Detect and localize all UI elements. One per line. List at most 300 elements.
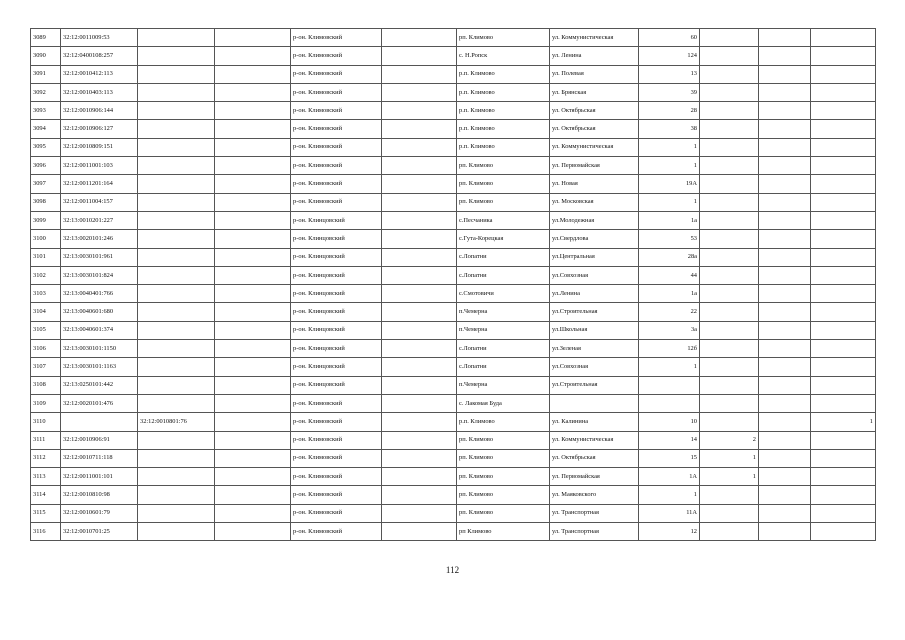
table-row <box>31 29 876 47</box>
extra-value-cell <box>700 83 759 101</box>
district-cell: р-он. Климовский <box>291 83 382 101</box>
house-number-cell: 1 <box>639 138 700 156</box>
extra-value-cell <box>700 504 759 522</box>
district-cell: р-он. Климовский <box>291 468 382 486</box>
street-cell: ул. Коммунистическая <box>550 431 639 449</box>
street-cell: ул. Брянская <box>550 83 639 101</box>
extra-value-2-cell <box>759 303 811 321</box>
extra-value-cell <box>700 175 759 193</box>
district-cell: р-он. Климовский <box>291 29 382 47</box>
cadastral-number-alt-cell <box>138 376 215 394</box>
table-row <box>31 102 876 120</box>
settlement-cell: с.Лопатни <box>457 266 550 284</box>
extra-value-2-cell <box>759 157 811 175</box>
settlement-cell: с. Лакомая Буда <box>457 394 550 412</box>
street-cell: ул.Строительная <box>550 376 639 394</box>
empty-cell-2-cell <box>382 175 457 193</box>
house-number-cell: 14 <box>639 431 700 449</box>
table-row <box>31 157 876 175</box>
street-cell: ул. Октябрьская <box>550 120 639 138</box>
street-cell: ул.Молодежная <box>550 211 639 229</box>
cadastral-number-alt-cell <box>138 303 215 321</box>
extra-value-cell <box>700 303 759 321</box>
row-number-cell: 3089 <box>31 29 61 47</box>
house-number-cell: 28 <box>639 102 700 120</box>
empty-cell-cell <box>215 486 291 504</box>
row-number-cell: 3091 <box>31 65 61 83</box>
cadastral-number-alt-cell <box>138 486 215 504</box>
empty-cell-cell <box>215 175 291 193</box>
cadastral-number-cell: 32:12:0010711:118 <box>61 449 138 467</box>
street-cell: ул. Октябрьская <box>550 102 639 120</box>
extra-value-cell <box>700 157 759 175</box>
empty-cell-cell <box>215 47 291 65</box>
extra-value-2-cell <box>759 413 811 431</box>
table-row <box>31 83 876 101</box>
row-number-cell: 3094 <box>31 120 61 138</box>
row-number-cell: 3109 <box>31 394 61 412</box>
house-number-cell: 53 <box>639 230 700 248</box>
extra-value-3-cell <box>811 340 876 358</box>
extra-value-cell <box>700 358 759 376</box>
extra-value-3-cell <box>811 65 876 83</box>
district-cell: р-он. Клинцовский <box>291 285 382 303</box>
empty-cell-2-cell <box>382 248 457 266</box>
settlement-cell: рп. Климово <box>457 504 550 522</box>
cadastral-number-alt-cell <box>138 120 215 138</box>
extra-value-3-cell <box>811 468 876 486</box>
settlement-cell: р.п. Климово <box>457 413 550 431</box>
extra-value-3-cell <box>811 248 876 266</box>
row-number-cell: 3111 <box>31 431 61 449</box>
extra-value-cell <box>700 321 759 339</box>
extra-value-cell <box>700 376 759 394</box>
house-number-cell: 60 <box>639 29 700 47</box>
row-number-cell: 3104 <box>31 303 61 321</box>
cadastral-number-alt-cell <box>138 266 215 284</box>
cadastral-number-cell: 32:12:0010412:113 <box>61 65 138 83</box>
house-number-cell: 10 <box>639 413 700 431</box>
extra-value-cell <box>700 230 759 248</box>
extra-value-2-cell <box>759 431 811 449</box>
house-number-cell: 1а <box>639 285 700 303</box>
empty-cell-2-cell <box>382 138 457 156</box>
cadastral-number-cell <box>61 413 138 431</box>
extra-value-cell: 1 <box>700 449 759 467</box>
table-row <box>31 285 876 303</box>
extra-value-cell <box>700 486 759 504</box>
empty-cell-2-cell <box>382 431 457 449</box>
district-cell: р-он. Климовский <box>291 431 382 449</box>
empty-cell-cell <box>215 102 291 120</box>
empty-cell-cell <box>215 230 291 248</box>
empty-cell-cell <box>215 29 291 47</box>
street-cell: ул. Маяковского <box>550 486 639 504</box>
table-row <box>31 468 876 486</box>
cadastral-number-cell: 32:13:0030101:824 <box>61 266 138 284</box>
street-cell: ул. Коммунистическая <box>550 29 639 47</box>
row-number-cell: 3113 <box>31 468 61 486</box>
row-number-cell: 3102 <box>31 266 61 284</box>
extra-value-2-cell <box>759 230 811 248</box>
extra-value-2-cell <box>759 486 811 504</box>
row-number-cell: 3096 <box>31 157 61 175</box>
extra-value-3-cell <box>811 120 876 138</box>
extra-value-cell <box>700 138 759 156</box>
cadastral-number-cell: 32:13:0030101:961 <box>61 248 138 266</box>
row-number-cell: 3105 <box>31 321 61 339</box>
table-row <box>31 120 876 138</box>
cadastral-number-cell: 32:12:0010906:144 <box>61 102 138 120</box>
cadastral-number-alt-cell <box>138 431 215 449</box>
row-number-cell: 3093 <box>31 102 61 120</box>
extra-value-2-cell <box>759 376 811 394</box>
extra-value-cell <box>700 413 759 431</box>
settlement-cell: рп. Климово <box>457 449 550 467</box>
extra-value-3-cell <box>811 266 876 284</box>
cadastral-number-alt-cell <box>138 29 215 47</box>
street-cell: ул. Полевая <box>550 65 639 83</box>
extra-value-3-cell <box>811 102 876 120</box>
extra-value-2-cell <box>759 120 811 138</box>
extra-value-2-cell <box>759 138 811 156</box>
row-number-cell: 3101 <box>31 248 61 266</box>
house-number-cell: 1а <box>639 211 700 229</box>
district-cell: р-он. Климовский <box>291 504 382 522</box>
settlement-cell: р.п. Климово <box>457 102 550 120</box>
cadastral-number-alt-cell <box>138 358 215 376</box>
house-number-cell: 11А <box>639 504 700 522</box>
district-cell: р-он. Климовский <box>291 175 382 193</box>
cadastral-number-alt-cell <box>138 340 215 358</box>
settlement-cell: рп. Климово <box>457 486 550 504</box>
cadastral-number-alt-cell <box>138 47 215 65</box>
street-cell: ул. Московская <box>550 193 639 211</box>
district-cell: р-он. Климовский <box>291 413 382 431</box>
extra-value-2-cell <box>759 102 811 120</box>
empty-cell-cell <box>215 431 291 449</box>
extra-value-3-cell <box>811 394 876 412</box>
extra-value-3-cell <box>811 47 876 65</box>
extra-value-3-cell <box>811 175 876 193</box>
table-row <box>31 523 876 541</box>
row-number-cell: 3103 <box>31 285 61 303</box>
settlement-cell: с.Лопатни <box>457 358 550 376</box>
extra-value-3-cell <box>811 321 876 339</box>
empty-cell-2-cell <box>382 321 457 339</box>
district-cell: р-он. Клинцовский <box>291 358 382 376</box>
house-number-cell: 124 <box>639 47 700 65</box>
row-number-cell: 3092 <box>31 83 61 101</box>
row-number-cell: 3095 <box>31 138 61 156</box>
extra-value-cell <box>700 29 759 47</box>
cadastral-number-alt-cell <box>138 193 215 211</box>
table-row <box>31 266 876 284</box>
cadastral-number-alt-cell <box>138 523 215 541</box>
table-row <box>31 47 876 65</box>
empty-cell-2-cell <box>382 468 457 486</box>
empty-cell-2-cell <box>382 303 457 321</box>
table-row <box>31 504 876 522</box>
house-number-cell: 1 <box>639 157 700 175</box>
extra-value-2-cell <box>759 523 811 541</box>
table-row <box>31 321 876 339</box>
empty-cell-2-cell <box>382 376 457 394</box>
settlement-cell: п.Чемерна <box>457 321 550 339</box>
empty-cell-cell <box>215 321 291 339</box>
district-cell: р-он. Климовский <box>291 486 382 504</box>
row-number-cell: 3090 <box>31 47 61 65</box>
row-number-cell: 3110 <box>31 413 61 431</box>
cadastral-number-alt-cell <box>138 138 215 156</box>
empty-cell-cell <box>215 413 291 431</box>
empty-cell-2-cell <box>382 285 457 303</box>
table-row <box>31 340 876 358</box>
street-cell: ул.Центральная <box>550 248 639 266</box>
house-number-cell: 28а <box>639 248 700 266</box>
empty-cell-2-cell <box>382 413 457 431</box>
street-cell: ул.Школьная <box>550 321 639 339</box>
table-row <box>31 65 876 83</box>
district-cell: р-он. Климовский <box>291 102 382 120</box>
house-number-cell: 22 <box>639 303 700 321</box>
house-number-cell: 12 <box>639 523 700 541</box>
district-cell: р-он. Климовский <box>291 193 382 211</box>
district-cell: р-он. Климовский <box>291 157 382 175</box>
table-row <box>31 303 876 321</box>
empty-cell-2-cell <box>382 266 457 284</box>
empty-cell-cell <box>215 157 291 175</box>
extra-value-3-cell <box>811 449 876 467</box>
extra-value-cell <box>700 47 759 65</box>
street-cell: ул. Октябрьская <box>550 449 639 467</box>
extra-value-3-cell <box>811 29 876 47</box>
empty-cell-2-cell <box>382 120 457 138</box>
cadastral-number-cell: 32:13:0030101:1163 <box>61 358 138 376</box>
extra-value-3-cell <box>811 523 876 541</box>
empty-cell-2-cell <box>382 449 457 467</box>
empty-cell-2-cell <box>382 65 457 83</box>
table-row <box>31 248 876 266</box>
settlement-cell: рп. Климово <box>457 157 550 175</box>
settlement-cell: рп. Климово <box>457 431 550 449</box>
cadastral-number-alt-cell <box>138 285 215 303</box>
cadastral-number-cell: 32:12:0400108:257 <box>61 47 138 65</box>
extra-value-3-cell <box>811 230 876 248</box>
table-row <box>31 138 876 156</box>
cadastral-number-cell: 32:13:0040601:680 <box>61 303 138 321</box>
row-number-cell: 3098 <box>31 193 61 211</box>
house-number-cell: 1 <box>639 486 700 504</box>
district-cell: р-он. Клинцовский <box>291 248 382 266</box>
cadastral-number-cell: 32:12:0010601:79 <box>61 504 138 522</box>
empty-cell-cell <box>215 468 291 486</box>
cadastral-number-alt-cell <box>138 157 215 175</box>
settlement-cell: с. Н.Ропск <box>457 47 550 65</box>
extra-value-2-cell <box>759 211 811 229</box>
cadastral-number-alt-cell <box>138 102 215 120</box>
district-cell: р-он. Климовский <box>291 120 382 138</box>
settlement-cell: рп. Климово <box>457 29 550 47</box>
cadastral-number-alt-cell <box>138 65 215 83</box>
extra-value-cell <box>700 65 759 83</box>
house-number-cell: 13 <box>639 65 700 83</box>
extra-value-3-cell <box>811 431 876 449</box>
empty-cell-2-cell <box>382 193 457 211</box>
empty-cell-cell <box>215 120 291 138</box>
empty-cell-cell <box>215 65 291 83</box>
district-cell: р-он. Клинцовский <box>291 266 382 284</box>
row-number-cell: 3115 <box>31 504 61 522</box>
cadastral-number-cell: 32:12:0010810:98 <box>61 486 138 504</box>
cadastral-number-cell: 32:12:0011001:103 <box>61 157 138 175</box>
cadastral-number-cell: 32:12:0010906:91 <box>61 431 138 449</box>
cadastral-number-alt-cell: 32:12:0010801:76 <box>138 413 215 431</box>
empty-cell-2-cell <box>382 29 457 47</box>
extra-value-3-cell <box>811 504 876 522</box>
cadastral-number-alt-cell <box>138 175 215 193</box>
empty-cell-2-cell <box>382 523 457 541</box>
table-row <box>31 394 876 412</box>
district-cell: р-он. Клинцовский <box>291 376 382 394</box>
empty-cell-2-cell <box>382 47 457 65</box>
street-cell: ул.Зеленая <box>550 340 639 358</box>
extra-value-3-cell <box>811 486 876 504</box>
empty-cell-2-cell <box>382 394 457 412</box>
row-number-cell: 3108 <box>31 376 61 394</box>
extra-value-3-cell <box>811 376 876 394</box>
empty-cell-cell <box>215 376 291 394</box>
extra-value-3-cell <box>811 193 876 211</box>
house-number-cell: 3а <box>639 321 700 339</box>
cadastral-number-alt-cell <box>138 468 215 486</box>
district-cell: р-он. Климовский <box>291 65 382 83</box>
extra-value-2-cell <box>759 65 811 83</box>
extra-value-cell <box>700 120 759 138</box>
empty-cell-cell <box>215 449 291 467</box>
cadastral-number-cell: 32:12:0011201:164 <box>61 175 138 193</box>
table-row <box>31 431 876 449</box>
extra-value-cell <box>700 394 759 412</box>
street-cell: ул. Калинина <box>550 413 639 431</box>
empty-cell-2-cell <box>382 102 457 120</box>
house-number-cell <box>639 376 700 394</box>
street-cell: ул. Ленина <box>550 47 639 65</box>
extra-value-cell <box>700 193 759 211</box>
empty-cell-cell <box>215 394 291 412</box>
house-number-cell <box>639 394 700 412</box>
cadastral-number-cell: 32:12:0011004:157 <box>61 193 138 211</box>
house-number-cell: 39 <box>639 83 700 101</box>
row-number-cell: 3097 <box>31 175 61 193</box>
empty-cell-2-cell <box>382 340 457 358</box>
district-cell: р-он. Клинцовский <box>291 340 382 358</box>
row-number-cell: 3114 <box>31 486 61 504</box>
extra-value-cell <box>700 266 759 284</box>
extra-value-3-cell <box>811 138 876 156</box>
row-number-cell: 3116 <box>31 523 61 541</box>
row-number-cell: 3112 <box>31 449 61 467</box>
extra-value-cell <box>700 248 759 266</box>
cadastral-number-cell: 32:13:0030101:1150 <box>61 340 138 358</box>
extra-value-cell: 2 <box>700 431 759 449</box>
district-cell: р-он. Клинцовский <box>291 230 382 248</box>
empty-cell-cell <box>215 211 291 229</box>
street-cell: ул.Совхозная <box>550 266 639 284</box>
empty-cell-2-cell <box>382 230 457 248</box>
table-row <box>31 193 876 211</box>
settlement-cell: с.Песчаника <box>457 211 550 229</box>
empty-cell-cell <box>215 285 291 303</box>
settlement-cell: п.Чемерна <box>457 303 550 321</box>
street-cell: ул.Ленина <box>550 285 639 303</box>
empty-cell-cell <box>215 266 291 284</box>
extra-value-cell <box>700 340 759 358</box>
house-number-cell: 19А <box>639 175 700 193</box>
extra-value-3-cell <box>811 157 876 175</box>
empty-cell-cell <box>215 523 291 541</box>
property-registry-table <box>30 28 876 541</box>
cadastral-number-alt-cell <box>138 394 215 412</box>
row-number-cell: 3099 <box>31 211 61 229</box>
extra-value-2-cell <box>759 504 811 522</box>
district-cell: р-он. Клинцовский <box>291 211 382 229</box>
table-row <box>31 358 876 376</box>
cadastral-number-cell: 32:12:0010403:113 <box>61 83 138 101</box>
street-cell: ул.Свердлова <box>550 230 639 248</box>
district-cell: р-он. Климовский <box>291 47 382 65</box>
empty-cell-2-cell <box>382 504 457 522</box>
extra-value-2-cell <box>759 83 811 101</box>
district-cell: р-он. Климовский <box>291 138 382 156</box>
table-body <box>31 29 876 541</box>
cadastral-number-cell: 32:12:0010906:127 <box>61 120 138 138</box>
empty-cell-cell <box>215 303 291 321</box>
house-number-cell: 12б <box>639 340 700 358</box>
empty-cell-cell <box>215 83 291 101</box>
extra-value-2-cell <box>759 285 811 303</box>
cadastral-number-cell: 32:12:0011001:101 <box>61 468 138 486</box>
settlement-cell: с.Лопатни <box>457 248 550 266</box>
extra-value-3-cell <box>811 211 876 229</box>
extra-value-cell: 1 <box>700 468 759 486</box>
cadastral-number-cell: 32:13:0250101:442 <box>61 376 138 394</box>
empty-cell-cell <box>215 340 291 358</box>
settlement-cell: р.п. Климово <box>457 138 550 156</box>
district-cell: р-он. Клинцовский <box>291 303 382 321</box>
settlement-cell: р.п. Климово <box>457 65 550 83</box>
cadastral-number-alt-cell <box>138 449 215 467</box>
settlement-cell: рп Климово <box>457 523 550 541</box>
extra-value-3-cell <box>811 358 876 376</box>
house-number-cell: 1А <box>639 468 700 486</box>
settlement-cell: с.Смотовичи <box>457 285 550 303</box>
street-cell: ул. Новая <box>550 175 639 193</box>
district-cell: р-он. Климовский <box>291 394 382 412</box>
row-number-cell: 3106 <box>31 340 61 358</box>
extra-value-cell <box>700 523 759 541</box>
extra-value-2-cell <box>759 340 811 358</box>
cadastral-number-alt-cell <box>138 230 215 248</box>
street-cell: ул. Первомайская <box>550 468 639 486</box>
street-cell: ул.Совхозная <box>550 358 639 376</box>
extra-value-3-cell <box>811 83 876 101</box>
extra-value-2-cell <box>759 358 811 376</box>
empty-cell-cell <box>215 504 291 522</box>
table-row <box>31 211 876 229</box>
street-cell: ул. Первомайская <box>550 157 639 175</box>
extra-value-3-cell <box>811 303 876 321</box>
